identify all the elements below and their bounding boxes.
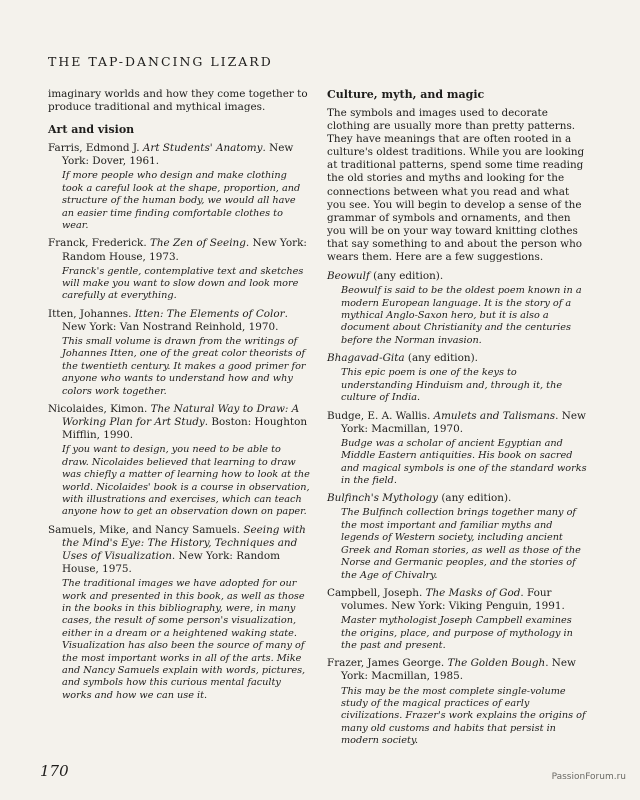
publication: (any edition).	[369, 270, 444, 283]
author: Frazer, James George.	[327, 657, 448, 670]
section-title-art-and-vision: Art and vision	[48, 123, 135, 137]
publication: . Boston: Houghton Mifflin, 1990.	[62, 416, 308, 442]
citation	[327, 270, 589, 283]
bib-entry-farris	[48, 142, 310, 232]
annotation: Master mythologist Joseph Campbell examines the origins, place, and purpose of mythology in the past and present.	[341, 615, 573, 651]
citation	[327, 587, 589, 613]
author: Nicolaides, Kimon.	[48, 403, 151, 416]
citation	[48, 308, 310, 334]
section-title-culture-myth-magic: Culture, myth, and magic	[327, 88, 485, 101]
annotation: If more people who design and make clothing took a careful look at the shape, proportion, and structure of the human body, we would all have an easier time finding comfortable clothes to wear.	[62, 170, 301, 231]
watermark: PassionForum.ru	[551, 772, 626, 782]
author: Campbell, Joseph.	[327, 586, 426, 599]
citation	[48, 524, 310, 576]
right-column	[327, 88, 589, 753]
book-title: Bulfinch's Mythology	[327, 492, 439, 505]
publication: . New York: Dover, 1961.	[62, 142, 294, 168]
author: Itten, Johannes.	[48, 307, 135, 320]
citation	[327, 657, 589, 683]
author: Franck, Frederick.	[48, 237, 150, 250]
left-column	[48, 88, 310, 707]
annotation: If you want to design, you need to be able to draw. Nicolaides believed that learning to draw was chiefly a matter of learning how to look at the world. Nicolaides' book is a course in observation, with illustrations and exercises, which can teach anyone how to get an observation down on paper.	[62, 444, 310, 518]
citation	[48, 142, 310, 168]
book-title: The Zen of Seeing	[149, 237, 246, 250]
bib-entry-bulfinch	[327, 492, 589, 582]
bib-entry-budge	[327, 410, 589, 488]
publication: . New York: Random House, 1973.	[62, 237, 307, 263]
publication: . New York: Macmillan, 1985.	[341, 657, 576, 683]
publication: . New York: Macmillan, 1970.	[341, 409, 586, 435]
publication: . New York: Van Nostrand Reinhold, 1970.	[62, 307, 288, 333]
annotation: Franck's gentle, contemplative text and sketches will make you want to slow down and look more carefully at everything.	[62, 265, 304, 302]
running-head: THE TAP-DANCING LIZARD	[48, 54, 273, 69]
book-title: The Golden Bough	[447, 657, 546, 670]
bib-entry-nicolaides	[48, 403, 310, 519]
author: Budge, E. A. Wallis.	[327, 409, 434, 422]
book-title: The Masks of God	[425, 586, 521, 599]
bib-entry-samuels	[48, 524, 310, 702]
author: Farris, Edmond J.	[48, 142, 143, 155]
bib-entry-bhagavad-gita	[327, 352, 589, 404]
annotation: Beowulf is said to be the oldest poem known in a modern European language. It is the story of a mythical Anglo-Saxon hero, but it is also a document about Christianity and the centuries before the Norman invasion.	[341, 285, 582, 346]
publication: . New York: Random House, 1975.	[62, 549, 280, 576]
author: Samuels, Mike, and Nancy Samuels.	[48, 523, 244, 536]
publication: . Four volumes. New York: Viking Penguin, 1991.	[341, 586, 565, 612]
book-title: Art Students' Anatomy	[142, 142, 263, 155]
citation	[48, 237, 310, 263]
bib-entry-itten	[48, 308, 310, 398]
annotation: This epic poem is one of the keys to understanding Hinduism and, through it, the culture of India.	[341, 367, 563, 404]
bib-entry-beowulf	[327, 270, 589, 347]
bib-entry-franck	[48, 237, 310, 302]
book-title: Seeing with the Mind's Eye: The History, Techniques and Uses of Visualization	[62, 523, 306, 562]
bib-entry-frazer	[327, 657, 589, 747]
publication: (any edition).	[438, 492, 512, 505]
book-title: The Natural Way to Draw: A Working Plan for Art Study	[62, 403, 300, 429]
lead-paragraph: imaginary worlds and how they come together to produce traditional and mythical images.	[48, 88, 308, 114]
citation	[327, 352, 589, 365]
publication: (any edition).	[404, 352, 478, 365]
annotation: This may be the most complete single-volume study of the magical practices of early civilizations. Frazer's work explains the origins of many old customs and habits that persist in modern society.	[341, 685, 586, 747]
annotation: Budge was a scholar of ancient Egyptian and Middle Eastern antiquities. His book on sacred and magical symbols is one of the standard works in the field.	[341, 437, 587, 486]
book-title: Beowulf	[327, 270, 370, 283]
book-title: Bhagavad-Gita	[327, 352, 405, 365]
citation	[327, 410, 589, 436]
intro-paragraph: The symbols and images used to decorate clothing are usually more than pretty patterns. They have meanings that are often rooted in a culture's oldest traditions. While you are looking at traditional patterns, spend some time reading the old stories and myths and looking for the connections between what you read and what you see. You will begin to develop a sense of the grammar of symbols and ornaments, and then you will be on your way toward knitting clothes that say something to and about the person who wears them. Here are a few suggestions.	[327, 107, 585, 264]
book-title: Amulets and Talismans	[433, 409, 556, 422]
annotation: The Bulfinch collection brings together many of the most important and familiar myths and legends of Western society, including ancient Greek and Roman stories, as well as those of the Norse and Germanic peoples, and the stories of the Age of Chivalry.	[341, 507, 581, 581]
page-number: 170	[40, 762, 69, 780]
bib-entry-campbell	[327, 587, 589, 652]
annotation: This small volume is drawn from the writings of Johannes Itten, one of the great color theorists of the twentieth century. It makes a good primer for anyone who wants to understand how and why colors work together.	[62, 336, 306, 397]
book-title: Itten: The Elements of Color	[134, 307, 285, 320]
citation	[327, 492, 589, 505]
annotation: The traditional images we have adopted for our work and presented in this book, as well as those in the books in this bibliography, were, in many cases, the result of some person's visualization, either in a dream or a heightened waking state. Visualization has also been the source of many of the most important works in all of the arts. Mike and Nancy Samuels explain with words, pictures, and symbols how this curious mental faculty works and how we can use it.	[62, 578, 306, 701]
citation	[48, 403, 310, 442]
